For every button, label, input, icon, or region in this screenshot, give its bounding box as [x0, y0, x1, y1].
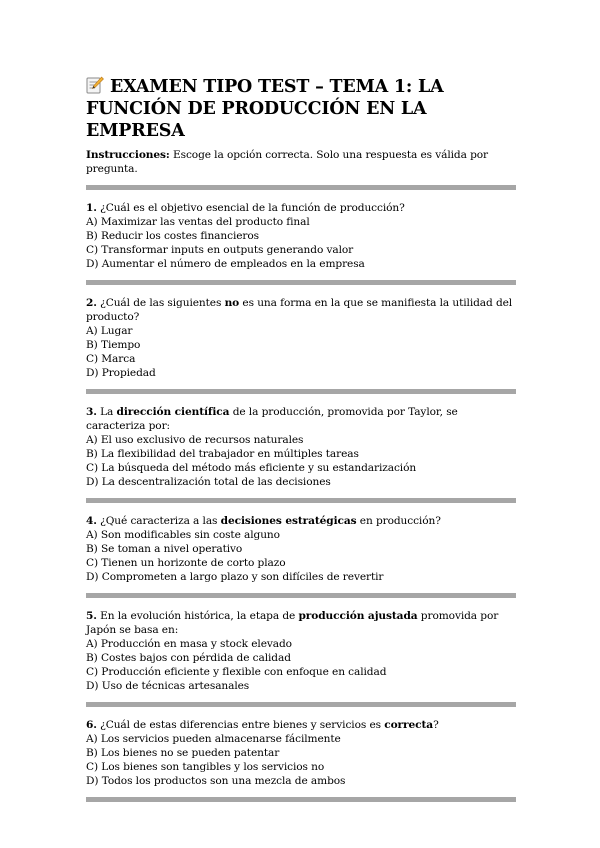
question-6: [86, 718, 518, 788]
stem-text: ¿Qué caracteriza a las: [96, 515, 221, 527]
option-a[interactable]: A) El uso exclusivo de recursos naturales: [86, 434, 304, 446]
question-number: 1.: [86, 202, 97, 214]
question-stem: [86, 201, 518, 215]
option-c[interactable]: C) Producción eficiente y flexible con enfoque en calidad: [86, 666, 387, 678]
divider: [86, 797, 516, 802]
option-a[interactable]: A) Son modificables sin coste alguno: [86, 529, 280, 541]
option-d[interactable]: D) Todos los productos son una mezcla de ambos: [86, 775, 346, 787]
option-b[interactable]: B) Tiempo: [86, 339, 141, 351]
question-3: [86, 405, 518, 489]
question-4: [86, 514, 518, 584]
option-b[interactable]: B) La flexibilidad del trabajador en múltiples tareas: [86, 448, 359, 460]
instructions-label: Instrucciones:: [86, 149, 170, 161]
instructions: [86, 148, 518, 176]
option-b[interactable]: B) Se toman a nivel operativo: [86, 543, 243, 555]
memo-icon: [86, 76, 104, 94]
stem-emphasis: correcta: [384, 719, 434, 731]
stem-text: ¿Cuál de las siguientes: [96, 297, 225, 309]
question-stem: [86, 296, 518, 324]
question-number: 3.: [86, 406, 97, 418]
question-stem: [86, 718, 518, 732]
stem-text: La: [96, 406, 117, 418]
question-2: [86, 296, 518, 380]
option-a[interactable]: A) Producción en masa y stock elevado: [86, 638, 292, 650]
option-a[interactable]: A) Maximizar las ventas del producto final: [86, 216, 310, 228]
question-number: 5.: [86, 610, 97, 622]
title-text: EXAMEN TIPO TEST – TEMA 1: LA FUNCIÓN DE PRODUCCIÓN EN LA EMPRESA: [86, 77, 444, 141]
option-b[interactable]: B) Costes bajos con pérdida de calidad: [86, 652, 291, 664]
stem-emphasis: no: [224, 297, 240, 309]
question-number: 2.: [86, 297, 97, 309]
page-title: [86, 76, 518, 142]
stem-emphasis: decisiones estratégicas: [220, 515, 357, 527]
stem-text: es una forma en la que se manifiesta la utilidad del producto?: [86, 297, 513, 323]
instructions-text: Escoge la opción correcta. Solo una respuesta es válida por pregunta.: [86, 149, 489, 175]
option-b[interactable]: B) Los bienes no se pueden patentar: [86, 747, 280, 759]
option-d[interactable]: D) Comprometen a largo plazo y son difíciles de revertir: [86, 571, 384, 583]
option-a[interactable]: A) Lugar: [86, 325, 133, 337]
stem-text: ¿Cuál de estas diferencias entre bienes y servicios es: [96, 719, 385, 731]
stem-emphasis: producción ajustada: [298, 610, 418, 622]
divider: [86, 389, 516, 394]
option-c[interactable]: C) Transformar inputs en outputs generando valor: [86, 244, 354, 256]
question-stem: [86, 514, 518, 528]
option-d[interactable]: D) Propiedad: [86, 367, 156, 379]
option-d[interactable]: D) La descentralización total de las decisiones: [86, 476, 331, 488]
stem-text: En la evolución histórica, la etapa de: [96, 610, 299, 622]
stem-text: promovida por Japón se basa en:: [86, 610, 499, 636]
exam-page: [86, 76, 518, 813]
stem-emphasis: dirección científica: [116, 406, 230, 418]
option-a[interactable]: A) Los servicios pueden almacenarse fácilmente: [86, 733, 341, 745]
question-number: 6.: [86, 719, 97, 731]
stem-text: en producción?: [356, 515, 441, 527]
stem-text: ?: [433, 719, 439, 731]
option-c[interactable]: C) Marca: [86, 353, 136, 365]
divider: [86, 702, 516, 707]
question-stem: [86, 609, 518, 637]
divider: [86, 593, 516, 598]
question-list: [86, 201, 518, 802]
question-number: 4.: [86, 515, 97, 527]
question-1: [86, 201, 518, 271]
divider: [86, 498, 516, 503]
option-d[interactable]: D) Uso de técnicas artesanales: [86, 680, 250, 692]
question-5: [86, 609, 518, 693]
question-stem: [86, 405, 518, 433]
stem-text: ¿Cuál es el objetivo esencial de la función de producción?: [96, 202, 405, 214]
stem-text: de la producción, promovida por Taylor, se caracteriza por:: [86, 406, 458, 432]
divider: [86, 280, 516, 285]
divider: [86, 185, 516, 190]
option-c[interactable]: C) Los bienes son tangibles y los servicios no: [86, 761, 325, 773]
option-d[interactable]: D) Aumentar el número de empleados en la empresa: [86, 258, 365, 270]
option-c[interactable]: C) Tienen un horizonte de corto plazo: [86, 557, 286, 569]
option-b[interactable]: B) Reducir los costes financieros: [86, 230, 259, 242]
option-c[interactable]: C) La búsqueda del método más eficiente y su estandarización: [86, 462, 417, 474]
